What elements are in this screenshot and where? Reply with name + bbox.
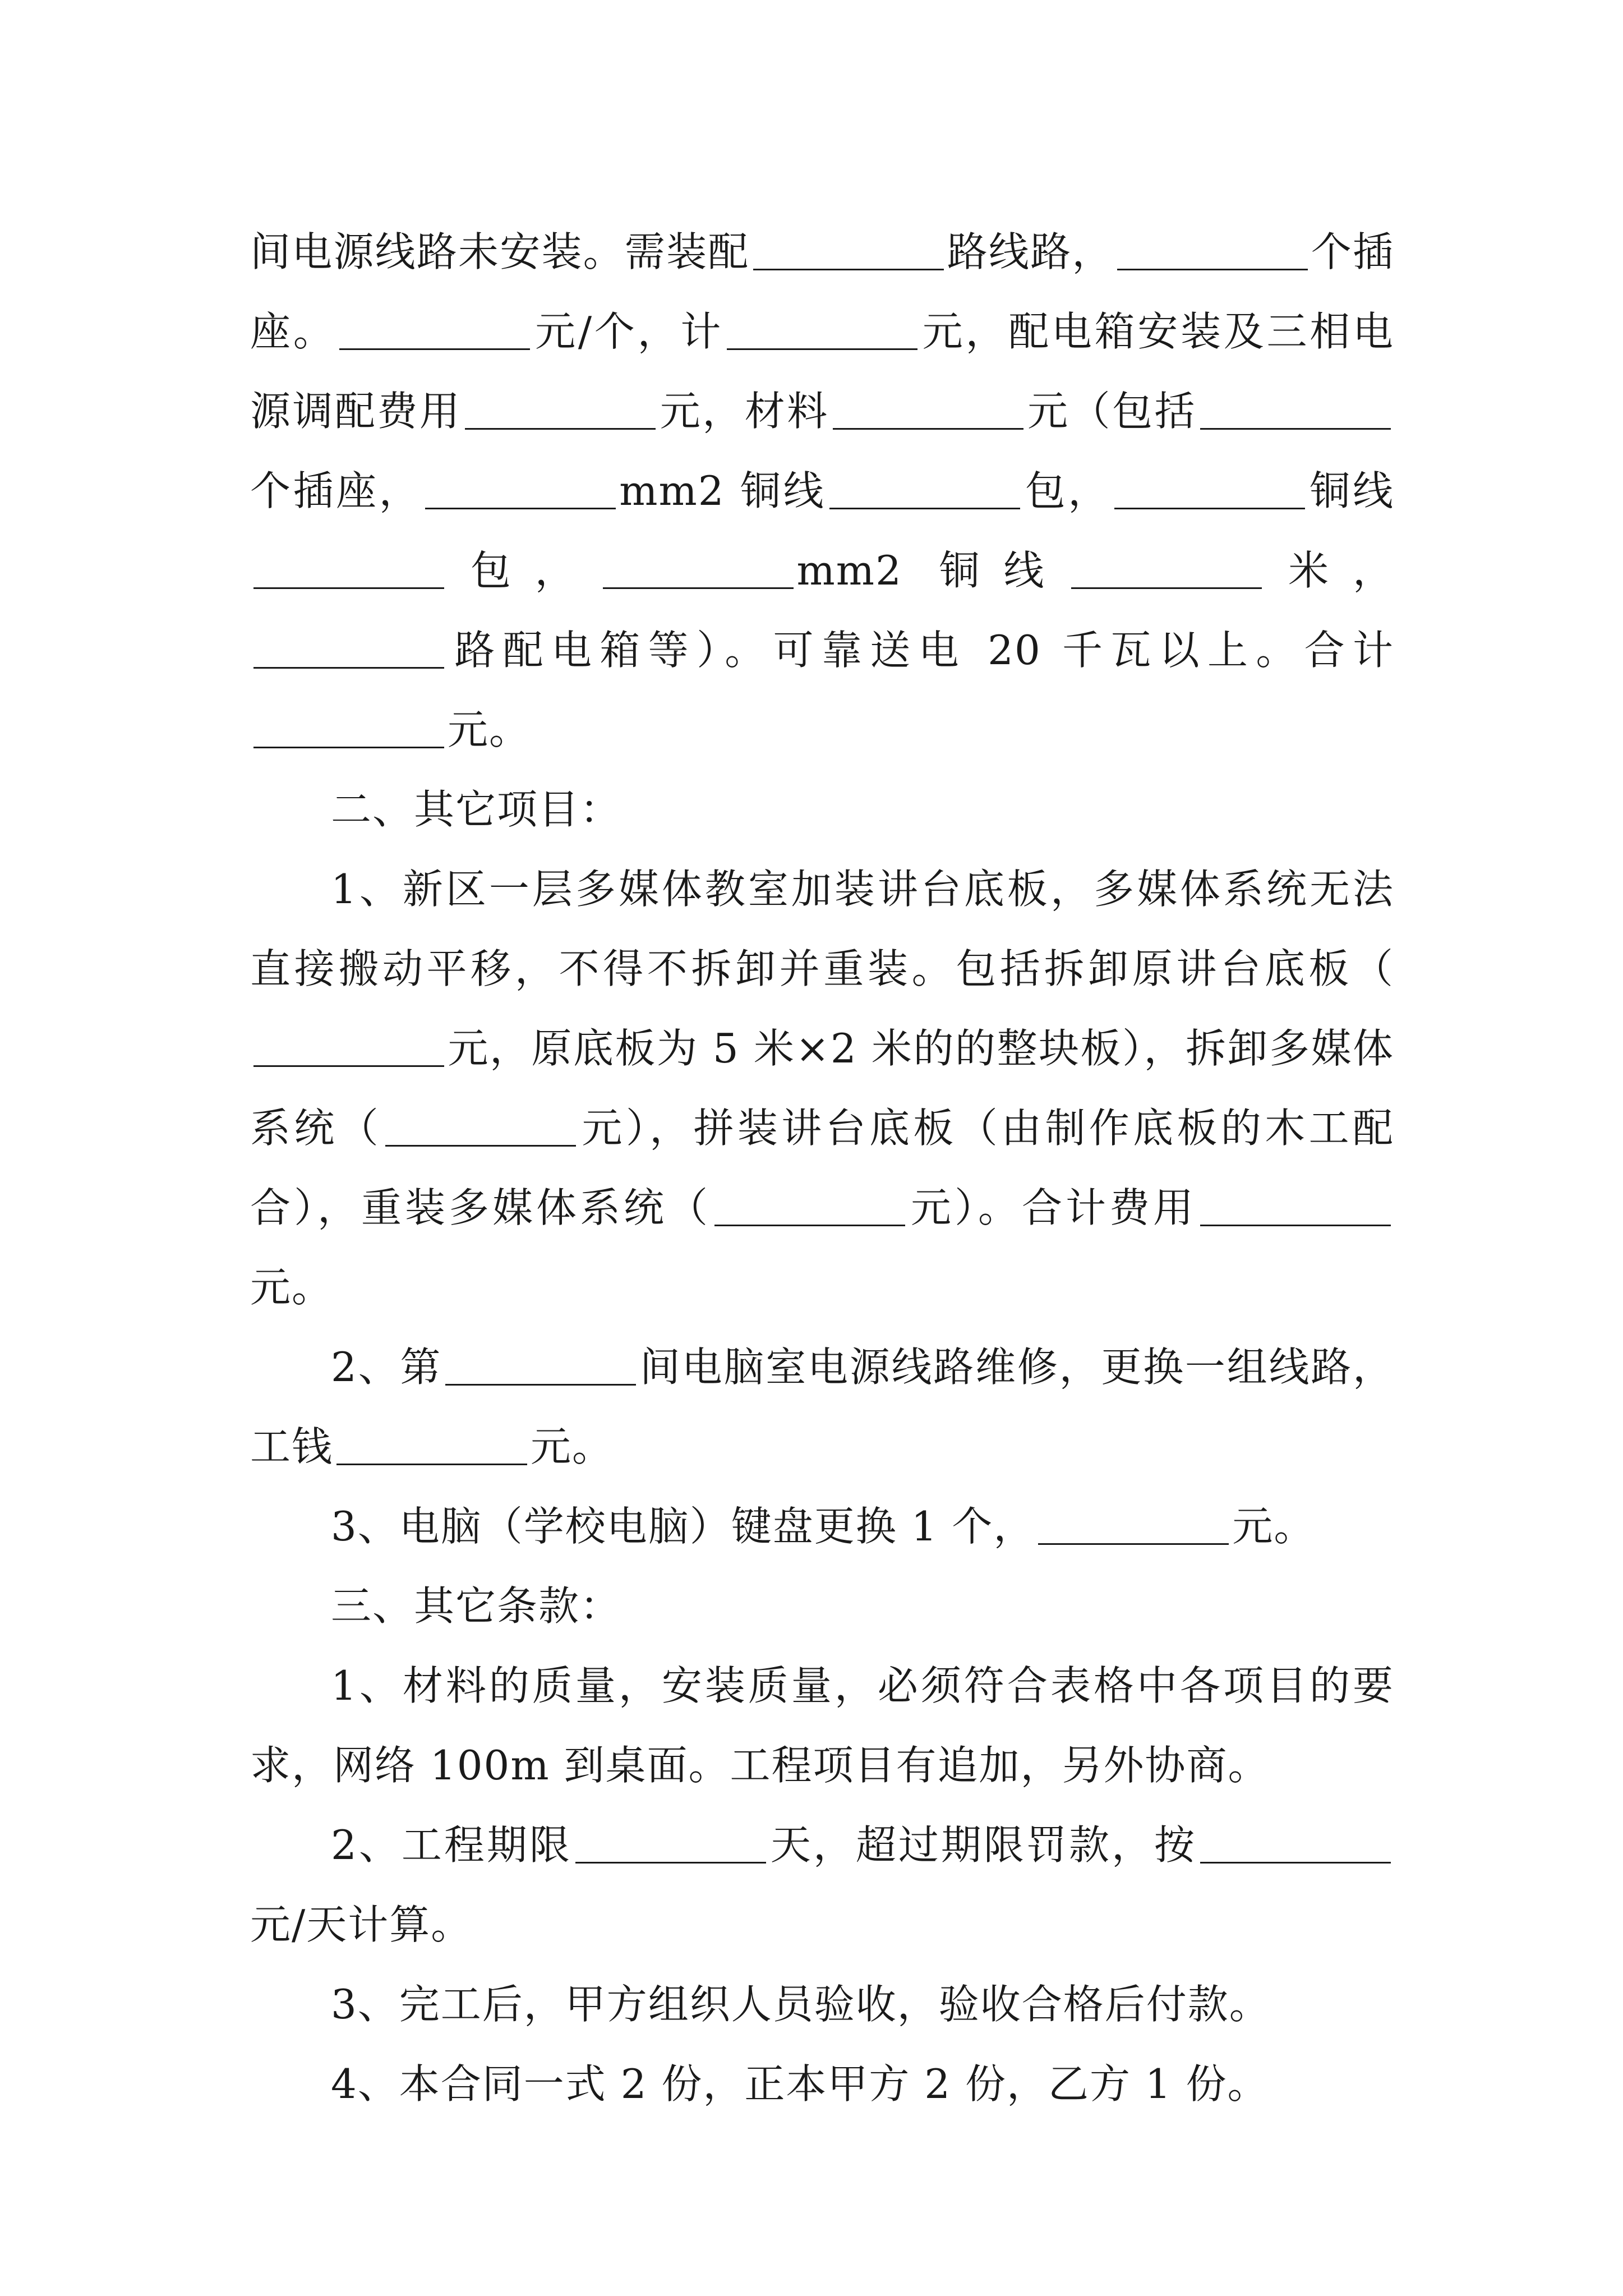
paragraph-p8 xyxy=(250,2044,1394,2124)
text-fragment: 间电源线路未安装。需装配 xyxy=(250,228,750,275)
text-fragment: 路配电箱等）。可靠送电 20 千瓦以上。合计 xyxy=(448,627,1394,674)
text-fragment: 1、材料的质量，安装质量，必须符合表格中各项目的要求，网络 100m 到桌面。工程项目有追加，另外协商。 xyxy=(250,1662,1394,1789)
fill-in-blank[interactable] xyxy=(253,702,444,748)
fill-in-blank[interactable] xyxy=(1114,463,1305,509)
text-fragment: 元。 xyxy=(448,706,531,753)
text-fragment: 天，超过期限罚款，按 xyxy=(769,1821,1197,1869)
fill-in-blank[interactable] xyxy=(1071,542,1262,589)
fill-in-blank[interactable] xyxy=(253,622,444,669)
paragraph-p2 xyxy=(250,849,1394,1327)
text-fragment: 4、本合同一式 2 份，正本甲方 2 份，乙方 1 份。 xyxy=(331,2060,1269,2108)
text-fragment: 元/天计算。 xyxy=(250,1901,473,1948)
paragraph-p7 xyxy=(250,1964,1394,2044)
text-fragment: 元，材料 xyxy=(659,388,829,435)
text-fragment: 2、工程期限 xyxy=(331,1821,572,1869)
fill-in-blank[interactable] xyxy=(833,383,1023,430)
text-fragment: 个插座。 xyxy=(250,228,1394,355)
text-fragment: 二、其它项目： xyxy=(331,786,622,833)
text-fragment: 元。 xyxy=(531,1423,614,1470)
fill-in-blank[interactable] xyxy=(465,383,656,430)
fill-in-blank[interactable] xyxy=(1117,224,1308,270)
text-fragment: 包， xyxy=(448,547,600,594)
fill-in-blank[interactable] xyxy=(727,303,917,350)
text-fragment: 3、完工后，甲方组织人员验收，验收合格后付款。 xyxy=(331,1981,1271,2028)
text-fragment: 元。 xyxy=(1232,1503,1316,1550)
text-fragment: 元，原底板为 5 米×2 米的的整块板），拆卸多媒体系统（ xyxy=(250,1025,1394,1152)
text-fragment: 元。 xyxy=(250,1264,334,1311)
text-fragment: 元（包括 xyxy=(1026,388,1197,435)
fill-in-blank[interactable] xyxy=(603,542,794,589)
section-heading-h3 xyxy=(250,1566,1394,1646)
text-fragment: 元）。合计费用 xyxy=(908,1184,1197,1231)
paragraph-p4 xyxy=(250,1487,1394,1566)
text-fragment: mm2 铜线 xyxy=(619,467,827,514)
fill-in-blank[interactable] xyxy=(253,1020,444,1067)
text-fragment: 个插座， xyxy=(250,467,422,514)
text-fragment: 2、第 xyxy=(331,1343,442,1391)
text-fragment: 1、新区一层多媒体教室加装讲台底板，多媒体系统无法直接搬动平移，不得不拆卸并重装。包括拆卸原讲台底板（ xyxy=(250,866,1394,992)
fill-in-blank[interactable] xyxy=(829,463,1020,509)
fill-in-blank[interactable] xyxy=(1200,1817,1391,1864)
text-fragment: 3、电脑（学校电脑）键盘更换 1 个， xyxy=(331,1503,1035,1550)
text-fragment: 间电脑室电源线路维修，更换一组线路，工钱 xyxy=(250,1343,1394,1470)
fill-in-blank[interactable] xyxy=(1200,383,1391,430)
fill-in-blank[interactable] xyxy=(425,463,616,509)
fill-in-blank[interactable] xyxy=(253,542,444,589)
text-fragment: 路线路， xyxy=(947,228,1114,275)
paragraph-p5 xyxy=(250,1646,1394,1805)
fill-in-blank[interactable] xyxy=(336,1419,527,1465)
fill-in-blank[interactable] xyxy=(714,1180,905,1226)
text-fragment: 元/个，计 xyxy=(533,308,724,355)
paragraph-p6 xyxy=(250,1805,1394,1964)
fill-in-blank[interactable] xyxy=(575,1817,766,1864)
text-fragment: 米， xyxy=(1265,547,1394,594)
text-fragment: 元），拼装讲台底板（由制作底板的木工配合），重装多媒体系统（ xyxy=(250,1105,1394,1231)
paragraph-p1 xyxy=(250,212,1394,770)
text-fragment: mm2 铜线 xyxy=(796,547,1068,594)
fill-in-blank[interactable] xyxy=(385,1100,576,1147)
section-heading-h2 xyxy=(250,770,1394,849)
fill-in-blank[interactable] xyxy=(753,224,944,270)
text-fragment: 包， xyxy=(1023,467,1111,514)
text-fragment: 铜线 xyxy=(1308,467,1394,514)
fill-in-blank[interactable] xyxy=(339,303,530,350)
document-body xyxy=(250,212,1394,2124)
fill-in-blank[interactable] xyxy=(445,1339,636,1386)
paragraph-p3 xyxy=(250,1327,1394,1487)
text-fragment: 三、其它条款： xyxy=(331,1582,622,1630)
text-fragment: 元，配电箱安装及三相电源调配费用 xyxy=(250,308,1394,435)
fill-in-blank[interactable] xyxy=(1038,1498,1229,1545)
fill-in-blank[interactable] xyxy=(1200,1180,1391,1226)
